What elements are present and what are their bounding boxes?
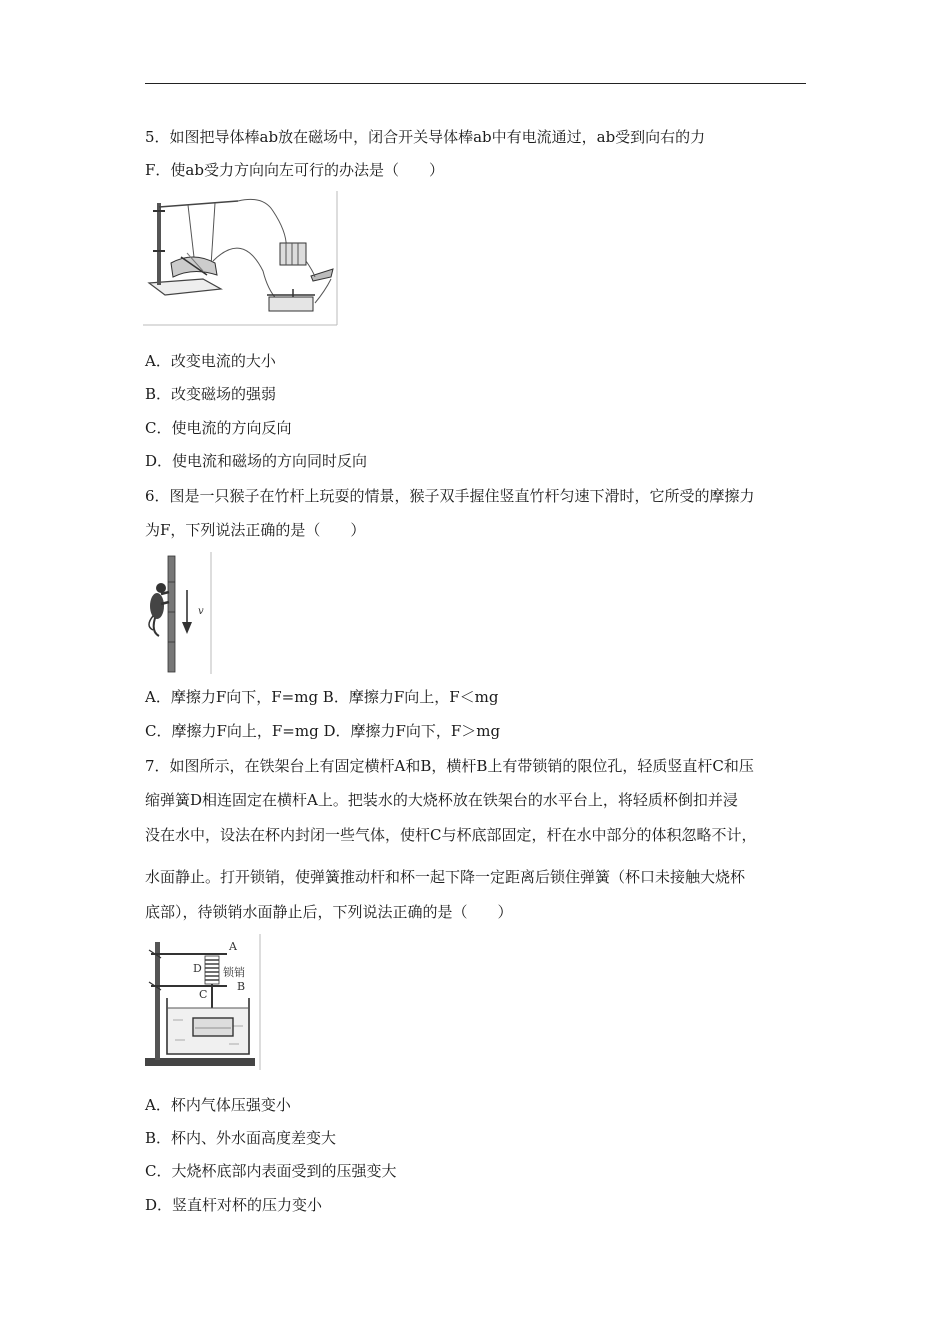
q5-stem-line-1: 5．如图把导体棒ab放在磁场中，闭合开关导体棒ab中有电流通过，ab受到向右的力	[145, 128, 706, 146]
q6-stem-line-2: 为F，下列说法正确的是（ ）	[145, 521, 366, 539]
q7-stem-line-5: 底部），待锁销水面静止后，下列说法正确的是（ ）	[145, 903, 513, 921]
q7-option-b: B．杯内、外水面高度差变大	[145, 1129, 337, 1147]
q5-figure-motor-apparatus	[143, 191, 339, 327]
header-rule	[145, 83, 806, 84]
q7-stem-line-3: 没在水中，设法在杯内封闭一些气体，使杆C与杯底部固定，杆在水中部分的体积忽略不计，	[145, 826, 757, 844]
q5-option-a: A．改变电流的大小	[145, 352, 276, 370]
q7-stem-line-1: 7．如图所示，在铁架台上有固定横杆A和B，横杆B上有带锁销的限位孔，轻质竖直杆C和压	[145, 757, 754, 775]
q7-option-d: D．竖直杆对杯的压力变小	[145, 1196, 323, 1214]
q7-label-b: B	[237, 980, 246, 993]
q5-option-b: B．改变磁场的强弱	[145, 385, 277, 403]
q7-stem-line-4: 水面静止。打开锁销，使弹簧推动杆和杯一起下降一定距离后锁住弹簧（杯口未接触大烧杯	[145, 868, 746, 886]
q7-label-d: D	[193, 962, 202, 975]
q6-options-line-1: A．摩擦力F向下，F=mg B．摩擦力F向上，F＜mg	[145, 688, 499, 706]
q7-label-a: A	[229, 940, 237, 953]
q5-stem-line-2: F．使ab受力方向向左可行的办法是（ ）	[145, 161, 444, 179]
q7-label-lock: 锁销	[223, 966, 245, 979]
q7-stem-line-2: 缩弹簧D相连固定在横杆A上。把装水的大烧杯放在铁架台的水平台上，将轻质杯倒扣并浸	[145, 791, 738, 809]
q7-label-c: C	[199, 988, 208, 1001]
q7-option-c: C．大烧杯底部内表面受到的压强变大	[145, 1162, 397, 1180]
q5-option-d: D．使电流和磁场的方向同时反向	[145, 452, 368, 470]
q5-option-c: C．使电流的方向反向	[145, 419, 292, 437]
q6-figure-monkey-pole	[143, 552, 215, 676]
q6-figure-label-v: v	[198, 606, 204, 617]
q6-options-line-2: C．摩擦力F向上，F=mg D．摩擦力F向下，F＞mg	[145, 722, 501, 740]
q6-stem-line-1: 6．图是一只猴子在竹杆上玩耍的情景，猴子双手握住竖直竹杆匀速下滑时，它所受的摩擦力	[145, 487, 755, 505]
q7-figure-beaker-apparatus	[143, 934, 263, 1074]
q7-option-a: A．杯内气体压强变小	[145, 1096, 291, 1114]
